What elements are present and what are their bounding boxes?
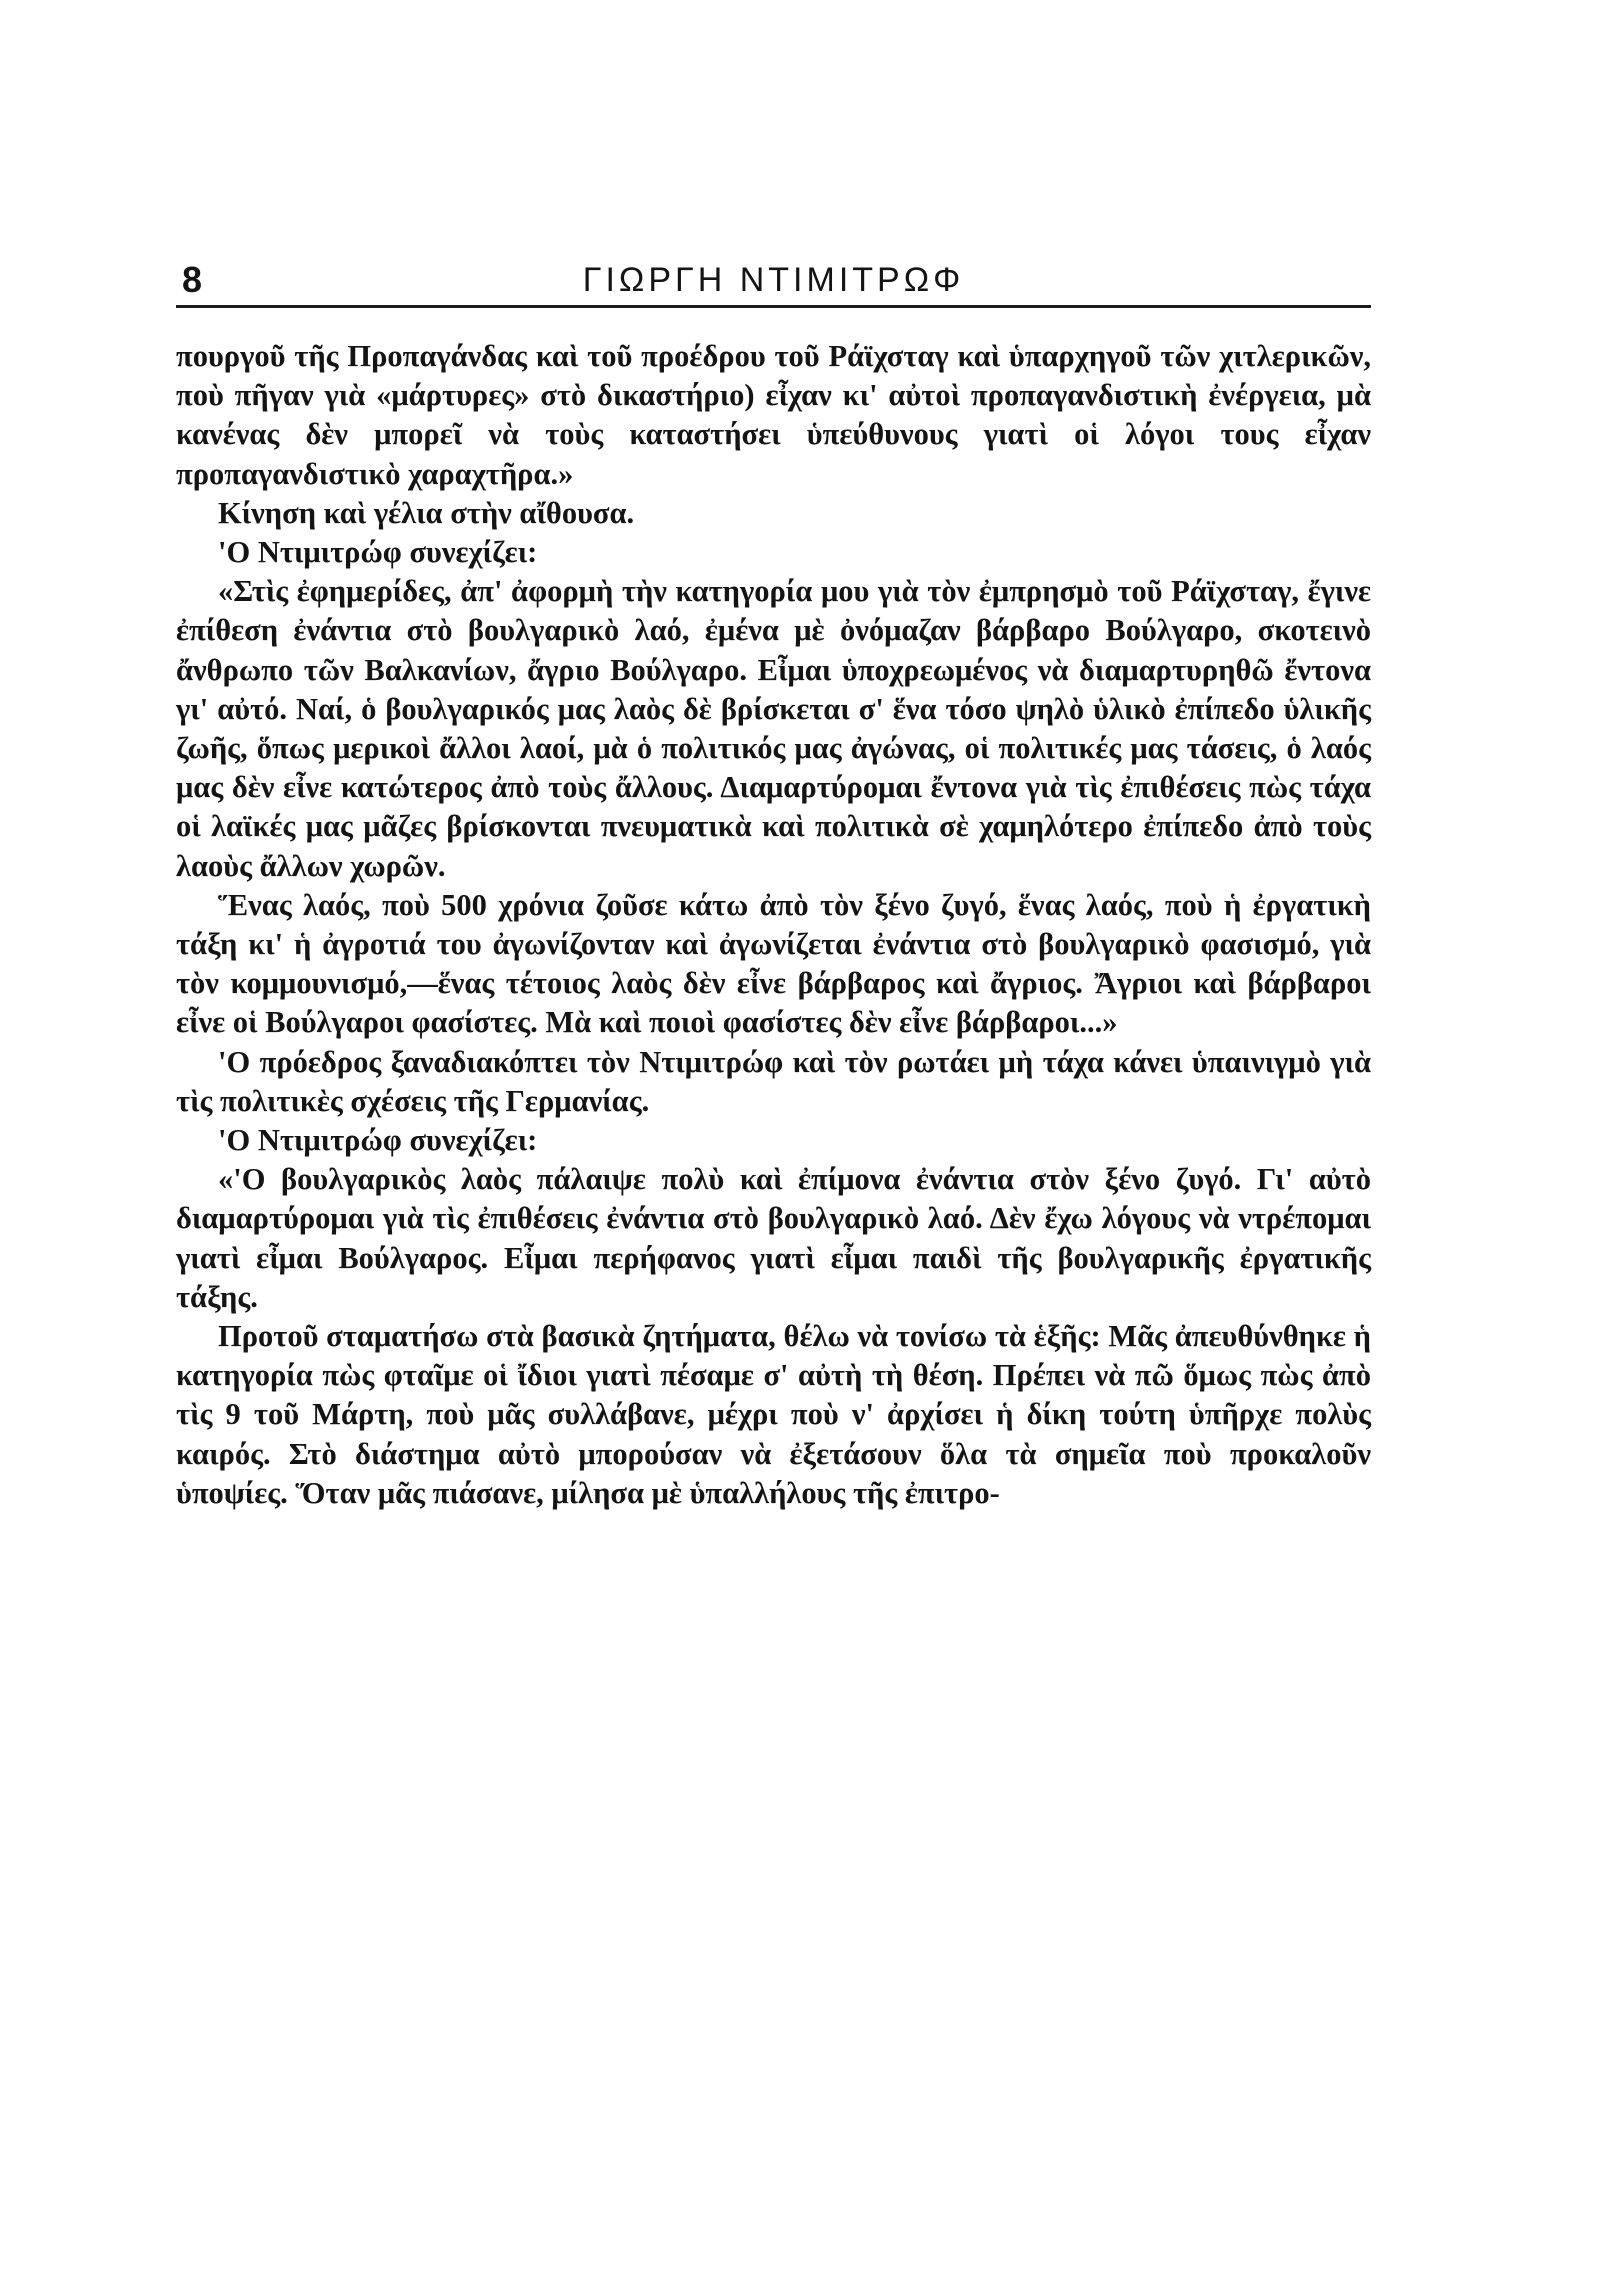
paragraph-9: Προτοῦ σταματήσω στὰ βασικὰ ζητήματα, θέλω νὰ τονίσω τὰ ἑξῆς: Μᾶς ἀπευθύνθηκε ἡ κατηγορία πὼς φταῖμε οἱ ἴδιοι γιατὶ πέσαμε σ' αὐτὴ τὴ θέση. Πρέπει νὰ πῶ ὅμως πὼς ἀπὸ τὶς 9 τοῦ Μάρτη, ποὺ μᾶς συλλάβανε, μέχρι ποὺ ν' ἀρχίσει ἡ δίκη τούτη ὑπῆρχε πολὺς καιρός. Στὸ διάστημα αὐτὸ μπορούσαν νὰ ἐξετάσουν ὅλα τὰ σημεῖα ποὺ προκαλοῦν ὑποψίες. Ὅταν μᾶς πιάσανε, μίλησα μὲ ὑπαλλήλους τῆς ἐπιτρο- [176,1319,1371,1510]
page-header [176,255,1371,307]
paragraph-2: Κίνηση καὶ γέλια στὴν αἴθουσα. [218,495,635,530]
paragraph-8: «'Ο βουλγαρικὸς λαὸς πάλαιψε πολὺ καὶ ἐπίμονα ἐνάντια στὸν ξένο ζυγό. Γι' αὐτὸ διαμαρτύρομαι γιὰ τὶς ἐπιθέσεις ἐνάντια στὸ βουλγαρικὸ λαό. Δὲν ἔχω λόγους νὰ ντρέπομαι γιατὶ εἶμαι Βούλγαρος. Εἶμαι περήφανος γιατὶ εἶμαι παιδὶ τῆς βουλγαρικῆς ἐργατικῆς τάξης. [176,1162,1371,1314]
header-rule [176,305,1371,308]
paragraph-3: 'Ο Ντιμιτρώφ συνεχίζει: [218,535,538,570]
paragraph-7: 'Ο Ντιμιτρώφ συνεχίζει: [218,1123,538,1158]
body-text [176,337,1371,1513]
book-page [176,255,1371,2185]
running-title: ΓΙΩΡΓΗ ΝΤΙΜΙΤΡΩΦ [582,261,965,299]
paragraph-4: «Στὶς ἐφημερίδες, ἀπ' ἀφορμὴ τὴν κατηγορία μου γιὰ τὸν ἐμπρησμὸ τοῦ Ράϊχσταγ, ἔγινε ἐπίθεση ἐνάντια στὸ βουλγαρικὸ λαό, ἐμένα μὲ ὀνόμαζαν βάρβαρο Βούλγαρο, σκοτεινὸ ἄνθρωπο τῶν Βαλκανίων, ἄγριο Βούλγαρο. Εἶμαι ὑποχρεωμένος νὰ διαμαρτυρηθῶ ἔντονα γι' αὐτό. Ναί, ὁ βουλγαρικός μας λαὸς δὲ βρίσκεται σ' ἕνα τόσο ψηλὸ ὑλικὸ ἐπίπεδο ὑλικῆς ζωῆς, ὅπως μερικοὶ ἄλλοι λαοί, μὰ ὁ πολιτικός μας ἀγώνας, οἱ πολιτικές μας τάσεις, ὁ λαός μας δὲν εἶνε κατώτερος ἀπὸ τοὺς ἄλλους. Διαμαρτύρομαι ἔντονα γιὰ τὶς ἐπιθέσεις πὼς τάχα οἱ λαϊκές μας μᾶζες βρίσκονται πνευματικὰ καὶ πολιτικὰ σὲ χαμηλότερο ἐπίπεδο ἀπὸ τοὺς λαοὺς ἄλλων χωρῶν. [176,574,1371,883]
paragraph-5: Ἕνας λαός, ποὺ 500 χρόνια ζοῦσε κάτω ἀπὸ τὸν ξένο ζυγό, ἕνας λαός, ποὺ ἡ ἐργατικὴ τάξη κι' ἡ ἀγροτιά του ἀγωνίζονταν καὶ ἀγωνίζεται ἐνάντια στὸ βουλγαρικὸ φασισμό, γιὰ τὸν κομμουνισμό,—ἕνας τέτοιος λαὸς δὲν εἶνε βάρβαρος καὶ ἄγριος. Ἄγριοι καὶ βάρβαροι εἶνε οἱ Βούλγαροι φασίστες. Μὰ καὶ ποιοὶ φασίστες δὲν εἶνε βάρβαροι...» [176,887,1371,1040]
page-number: 8 [182,259,203,300]
paragraph-6: 'Ο πρόεδρος ξαναδιακόπτει τὸν Ντιμιτρώφ καὶ τὸν ρωτάει μὴ τάχα κάνει ὑπαινιγμὸ γιὰ τὶς πολιτικὲς σχέσεις τῆς Γερμανίας. [176,1044,1371,1118]
paragraph-1: πουργοῦ τῆς Προπαγάνδας καὶ τοῦ προέδρου τοῦ Ράϊχσταγ καὶ ὑπαρχηγοῦ τῶν χιτλερικῶν, ποὺ πῆγαν γιὰ «μάρτυρες» στὸ δικαστήριο) εἶχαν κι' αὐτοὶ προπαγανδιστικὴ ἐνέργεια, μὰ κανένας δὲν μπορεῖ νὰ τοὺς καταστήσει ὑπεύθυνους γιατὶ οἱ λόγοι τους εἶχαν προπαγανδιστικὸ χαραχτῆρα.» [176,339,1371,491]
